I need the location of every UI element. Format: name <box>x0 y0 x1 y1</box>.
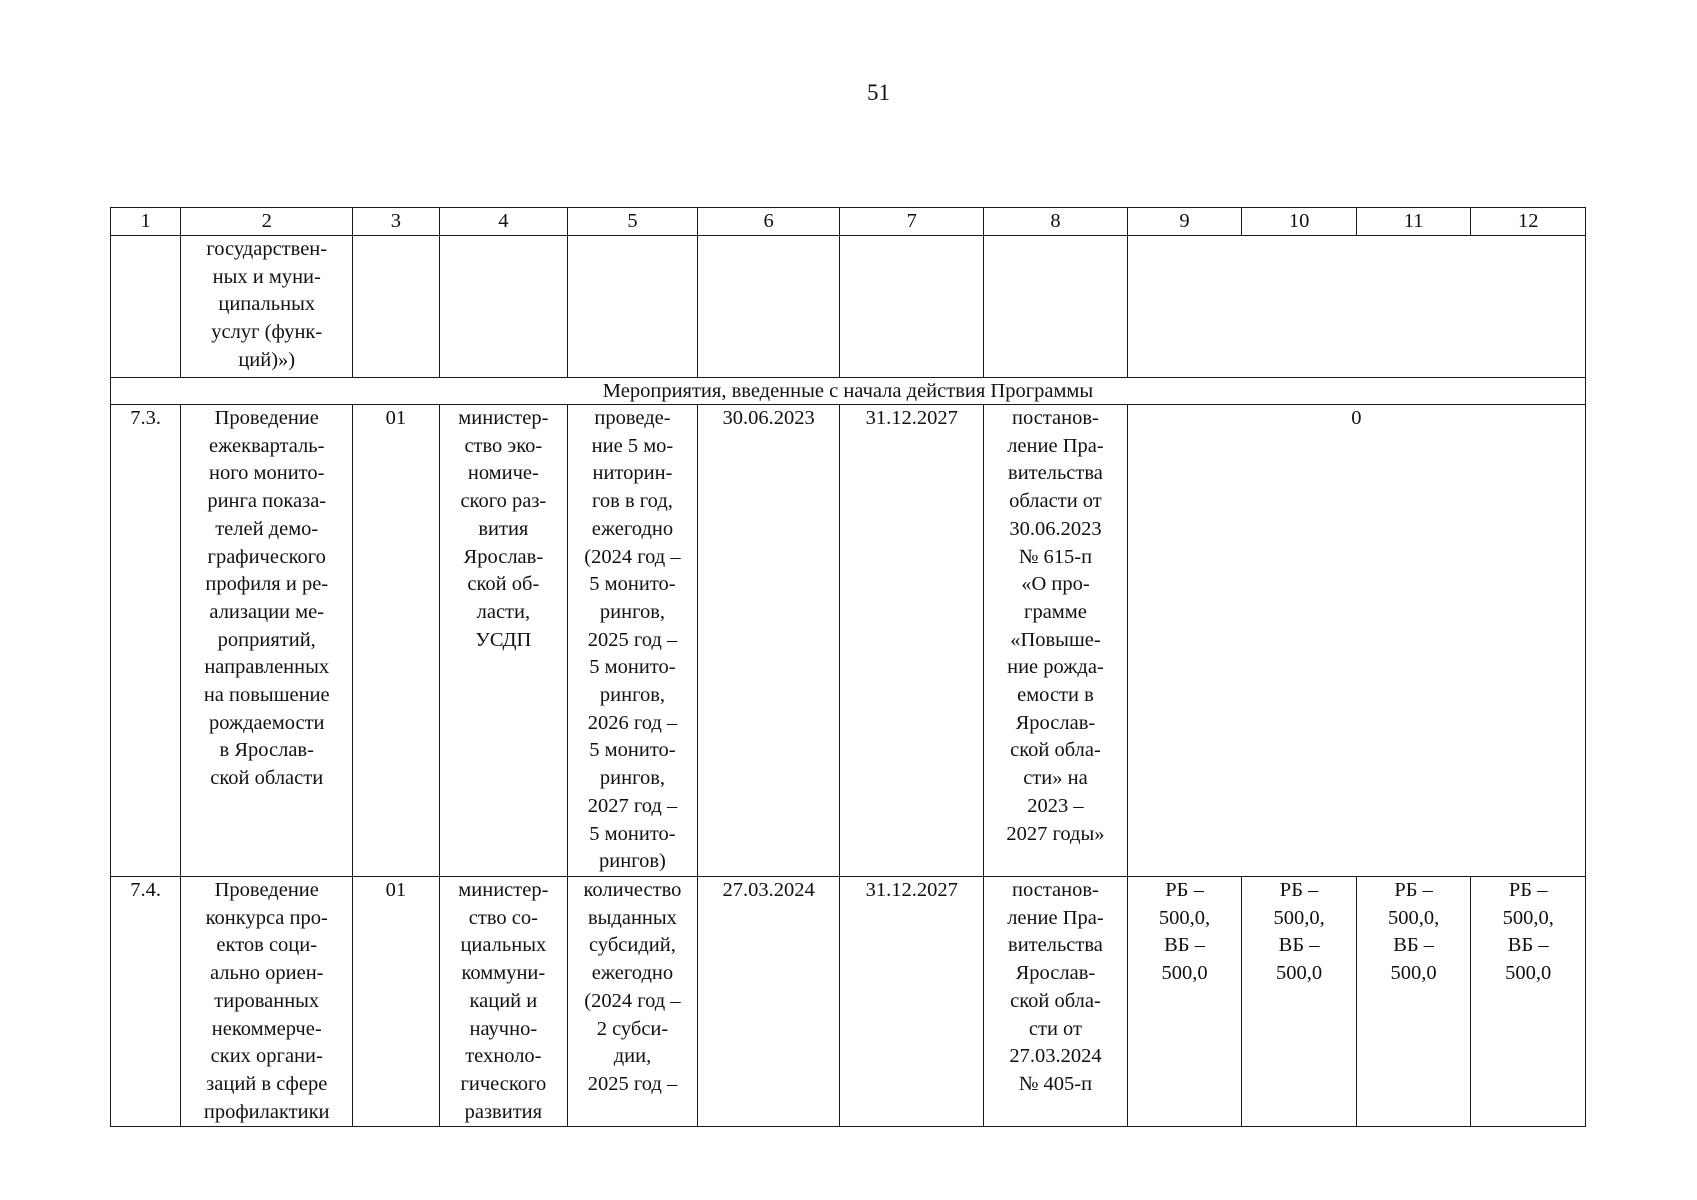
column-number-row <box>111 208 1586 236</box>
column-number-cell: 2 <box>181 208 353 236</box>
funding-2025-cell: РБ – 500,0, ВБ – 500,0 <box>1242 877 1357 1127</box>
code-cell: 01 <box>353 405 439 877</box>
row-number-cell <box>111 236 181 378</box>
column-number-cell: 7 <box>840 208 984 236</box>
start-date-cell: 27.03.2024 <box>697 877 840 1127</box>
table-cell <box>568 236 698 378</box>
funding-2024-cell: РБ – 500,0, ВБ – 500,0 <box>1127 877 1242 1127</box>
page-number: 51 <box>867 80 890 105</box>
table-cell <box>353 236 439 378</box>
row-number-cell: 7.4. <box>111 877 181 1127</box>
funding-2026-cell: РБ – 500,0, ВБ – 500,0 <box>1356 877 1471 1127</box>
section-title: Мероприятия, введенные с начала действия Программы <box>111 378 1586 405</box>
program-activities-table <box>110 207 1586 1127</box>
table-cell <box>697 236 840 378</box>
legal-basis-cell: постанов- ление Пра- вительства Ярослав- ской обла- сти от 27.03.2024 № 405-п <box>984 877 1128 1127</box>
table-row <box>111 405 1586 877</box>
funding-cell: 0 <box>1127 405 1585 877</box>
column-number-cell: 12 <box>1471 208 1586 236</box>
result-cell: проведе- ние 5 мо- ниторин- гов в год, ежегодно (2024 год – 5 монито- рингов, 2025 год – 5 монито- рингов, 2026 год – 5 монито- рингов, 2027 год – 5 монито- рингов) <box>568 405 698 877</box>
column-number-cell: 3 <box>353 208 439 236</box>
end-date-cell: 31.12.2027 <box>840 405 984 877</box>
funding-cell <box>1127 236 1585 378</box>
executor-cell: министер- ство эко- номиче- ского раз- вития Ярослав- ской об- ласти, УСДП <box>439 405 568 877</box>
section-row <box>111 378 1586 405</box>
column-number-cell: 4 <box>439 208 568 236</box>
code-cell: 01 <box>353 877 439 1127</box>
table-cell <box>439 236 568 378</box>
result-cell: количество выданных субсидий, ежегодно (2024 год – 2 субси- дии, 2025 год – <box>568 877 698 1127</box>
row-number-cell: 7.3. <box>111 405 181 877</box>
column-number-cell: 5 <box>568 208 698 236</box>
funding-2027-cell: РБ – 500,0, ВБ – 500,0 <box>1471 877 1586 1127</box>
activity-name-cell: Проведение ежекварталь- ного монито- ринга показа- телей демо- графического профиля и ре- ализации ме- роприятий, направленных на повышение рождаемости в Ярослав- ской области <box>181 405 353 877</box>
table-row <box>111 877 1586 1127</box>
table-cell <box>840 236 984 378</box>
end-date-cell: 31.12.2027 <box>840 877 984 1127</box>
column-number-cell: 10 <box>1242 208 1357 236</box>
column-number-cell: 11 <box>1356 208 1471 236</box>
column-number-cell: 6 <box>697 208 840 236</box>
start-date-cell: 30.06.2023 <box>697 405 840 877</box>
column-number-cell: 9 <box>1127 208 1242 236</box>
column-number-cell: 8 <box>984 208 1128 236</box>
table-cell <box>984 236 1128 378</box>
table-row <box>111 236 1586 378</box>
column-number-cell: 1 <box>111 208 181 236</box>
executor-cell: министер- ство со- циальных коммуни- каций и научно- техноло- гического развития <box>439 877 568 1127</box>
activity-name-cell: Проведение конкурса про- ектов соци- ально ориен- тированных некоммерче- ских органи- заций в сфере профилактики <box>181 877 353 1127</box>
legal-basis-cell: постанов- ление Пра- вительства области от 30.06.2023 № 615-п «О про- грамме «Повыше- ние рожда- емости в Ярослав- ской обла- сти» на 2023 – 2027 годы» <box>984 405 1128 877</box>
activity-name-cell: государствен- ных и муни- ципальных услуг (функ- ций)») <box>181 236 353 378</box>
